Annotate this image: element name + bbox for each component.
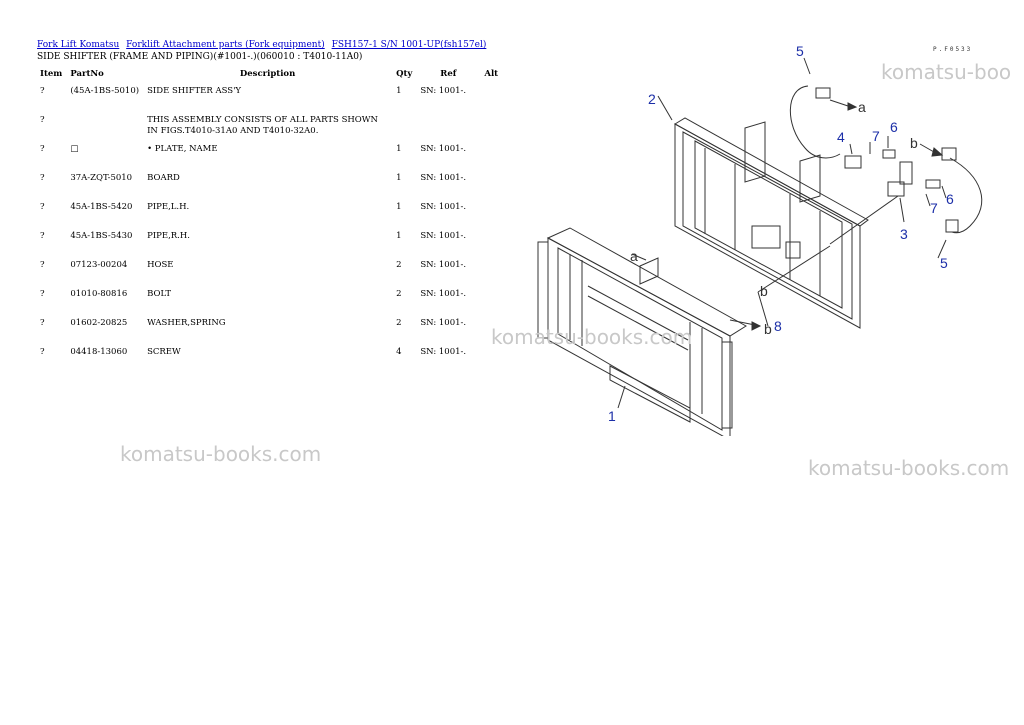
cell-partno: □ xyxy=(70,144,79,154)
col-qty: Qty xyxy=(396,69,413,79)
cell-description: WASHER,SPRING xyxy=(147,318,226,328)
callout-7-top: 7 xyxy=(872,128,880,144)
cell-description: BOLT xyxy=(147,289,172,299)
cell-ref: SN: 1001-. xyxy=(420,86,467,96)
cell-partno: (45A-1BS-5010) xyxy=(70,86,140,96)
cell-item: ? xyxy=(40,115,45,125)
cell-partno: 45A-1BS-5420 xyxy=(70,202,133,212)
cell-description: SCREW xyxy=(147,347,181,357)
table-row xyxy=(36,141,502,170)
cell-partno xyxy=(66,112,143,141)
cell-ref: SN: 1001-. xyxy=(420,202,467,212)
breadcrumb-link-attachment-parts[interactable]: Forklift Attachment parts (Fork equipment) xyxy=(126,40,325,50)
table-row xyxy=(36,286,502,315)
cell-item: ? xyxy=(40,260,45,270)
callout-5-top: 5 xyxy=(796,43,804,59)
cell-description: • PLATE, NAME xyxy=(147,144,218,154)
rear-frame xyxy=(675,118,868,328)
cell-qty: 2 xyxy=(396,260,402,270)
connector-a-left: a xyxy=(630,248,638,264)
parts-diagram xyxy=(490,36,1024,436)
cell-qty: 2 xyxy=(396,289,402,299)
callout-4: 4 xyxy=(837,129,845,145)
cell-qty: 2 xyxy=(396,318,402,328)
table-row xyxy=(36,315,502,344)
cell-ref: SN: 1001-. xyxy=(420,347,467,357)
table-row xyxy=(36,228,502,257)
cell-qty: 1 xyxy=(396,144,402,154)
watermark-right: komatsu-books.com xyxy=(808,456,1010,480)
callout-3: 3 xyxy=(900,226,908,242)
cell-qty: 1 xyxy=(396,231,402,241)
cell-partno: 04418-13060 xyxy=(70,347,128,357)
col-description: Description xyxy=(239,69,296,79)
connector-b-bolt: b xyxy=(760,283,768,299)
cell-partno: 07123-00204 xyxy=(70,260,128,270)
callout-6-top: 6 xyxy=(890,119,898,135)
cell-ref xyxy=(416,112,480,141)
cell-ref: SN: 1001-. xyxy=(420,173,467,183)
cell-description: PIPE,R.H. xyxy=(147,231,190,241)
watermark-top-right: komatsu-boo xyxy=(881,60,1012,84)
callout-6-right: 6 xyxy=(946,191,954,207)
table-row xyxy=(36,112,502,141)
table-row xyxy=(36,83,502,112)
callout-8: 8 xyxy=(774,318,782,334)
cell-ref: SN: 1001-. xyxy=(420,318,467,328)
connector-a-top: a xyxy=(858,99,866,115)
col-ref: Ref xyxy=(440,69,457,79)
col-partno: PartNo xyxy=(70,69,104,79)
cell-qty: 4 xyxy=(396,347,402,357)
cell-partno: 01010-80816 xyxy=(70,289,128,299)
cell-description: THIS ASSEMBLY CONSISTS OF ALL PARTS SHOWN IN FIGS.T4010-31A0 AND T4010-32A0. xyxy=(147,115,378,136)
callout-1: 1 xyxy=(608,408,616,424)
table-header-row xyxy=(36,65,502,83)
col-item: Item xyxy=(40,69,63,79)
table-row xyxy=(36,257,502,286)
breadcrumb-link-model[interactable]: FSH157-1 S/N 1001-UP(fsh157el) xyxy=(331,40,487,50)
figure-code: P.F0533 xyxy=(933,46,973,53)
cell-ref: SN: 1001-. xyxy=(420,231,467,241)
cell-item: ? xyxy=(40,231,45,241)
cell-qty: 1 xyxy=(396,86,402,96)
page-subtitle: SIDE SHIFTER (FRAME AND PIPING)(#1001-.)(060010 : T4010-11A0) xyxy=(37,52,363,62)
watermark-left: komatsu-books.com xyxy=(120,442,322,466)
table-row xyxy=(36,344,502,373)
hose-left xyxy=(790,86,840,158)
cell-item: ? xyxy=(40,289,45,299)
cell-qty: 1 xyxy=(396,202,402,212)
cell-ref: SN: 1001-. xyxy=(420,260,467,270)
cell-ref: SN: 1001-. xyxy=(420,144,467,154)
cell-qty xyxy=(392,112,416,141)
cell-item: ? xyxy=(40,173,45,183)
cell-description: HOSE xyxy=(147,260,174,270)
cell-qty: 1 xyxy=(396,173,402,183)
cell-description: BOARD xyxy=(147,173,180,183)
callout-2: 2 xyxy=(648,91,656,107)
hose-right xyxy=(950,158,982,233)
cell-partno: 01602-20825 xyxy=(70,318,128,328)
watermark-center: komatsu-books.com xyxy=(491,325,693,349)
table-row xyxy=(36,170,502,199)
breadcrumb-link-fork-lift[interactable]: Fork Lift Komatsu xyxy=(37,40,120,50)
cell-item: ? xyxy=(40,318,45,328)
cell-description: PIPE,L.H. xyxy=(147,202,190,212)
connector-b-top: b xyxy=(910,135,918,151)
col-alt: Alt xyxy=(484,69,499,79)
cell-partno: 37A-ZQT-5010 xyxy=(70,173,133,183)
cell-partno: 45A-1BS-5430 xyxy=(70,231,133,241)
cell-item: ? xyxy=(40,347,45,357)
cell-item: ? xyxy=(40,86,45,96)
connector-b-mid: b xyxy=(764,321,772,337)
cell-ref: SN: 1001-. xyxy=(420,289,467,299)
cell-item: ? xyxy=(40,144,45,154)
callout-5-right: 5 xyxy=(940,255,948,271)
parts-table xyxy=(36,65,502,373)
breadcrumb xyxy=(37,40,490,50)
callout-7-right: 7 xyxy=(930,200,938,216)
table-row xyxy=(36,199,502,228)
cell-description: SIDE SHIFTER ASS'Y xyxy=(147,86,242,96)
cell-item: ? xyxy=(40,202,45,212)
